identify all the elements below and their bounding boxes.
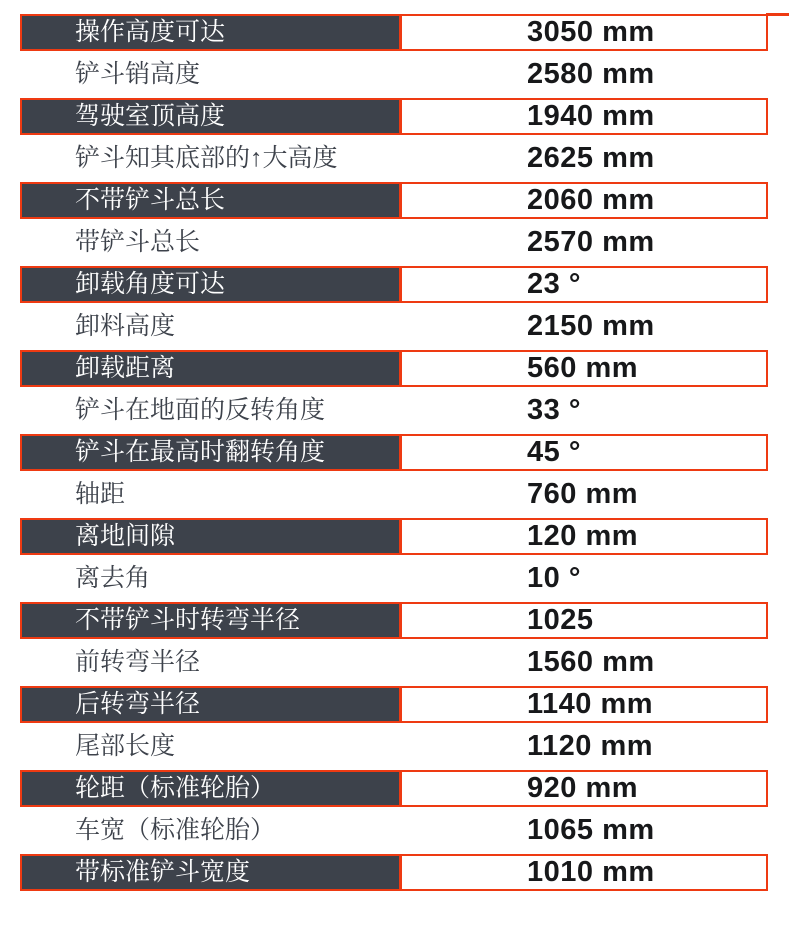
- table-row: [20, 854, 768, 891]
- table-row: [20, 770, 768, 807]
- spec-label: 卸载距离: [22, 352, 402, 385]
- spec-label: 车宽（标准轮胎）: [75, 816, 276, 844]
- spec-value: 45 °: [527, 436, 581, 468]
- table-row: [20, 98, 768, 135]
- spec-label: 带标准铲斗宽度: [22, 856, 402, 889]
- spec-value: 2580 mm: [527, 58, 655, 90]
- spec-value: 3050 mm: [527, 16, 655, 48]
- spec-label: 不带铲斗时转弯半径: [22, 604, 402, 637]
- spec-label: 铲斗在地面的反转角度: [75, 396, 326, 424]
- spec-label: 卸载角度可达: [22, 268, 402, 301]
- spec-label: 铲斗销高度: [75, 60, 201, 88]
- table-row: [20, 602, 768, 639]
- spec-label: 操作高度可达: [22, 16, 402, 49]
- table-row: [20, 350, 768, 387]
- table-row: [20, 686, 768, 723]
- spec-value: 1025: [527, 604, 594, 636]
- spec-value: 1010 mm: [527, 856, 655, 888]
- table-row: [20, 807, 768, 854]
- spec-table: [20, 14, 768, 891]
- spec-value: 33 °: [527, 394, 581, 426]
- spec-value: 2060 mm: [527, 184, 655, 216]
- table-row: [20, 434, 768, 471]
- table-row: [20, 14, 768, 51]
- cropped-row-border-fragment: [766, 13, 789, 16]
- spec-value: 23 °: [527, 268, 581, 300]
- spec-label: 后转弯半径: [22, 688, 402, 721]
- table-row: [20, 266, 768, 303]
- spec-value: 2625 mm: [527, 142, 655, 174]
- table-row: [20, 555, 768, 602]
- table-row: [20, 219, 768, 266]
- table-row: [20, 471, 768, 518]
- spec-label: 驾驶室顶高度: [22, 100, 402, 133]
- spec-label: 铲斗在最高时翻转角度: [22, 436, 402, 469]
- table-row: [20, 723, 768, 770]
- spec-value: 2150 mm: [527, 310, 655, 342]
- spec-value: 1065 mm: [527, 814, 655, 846]
- table-row: [20, 303, 768, 350]
- spec-label: 离地间隙: [22, 520, 402, 553]
- spec-label: 轮距（标准轮胎）: [22, 772, 402, 805]
- spec-value: 1120 mm: [527, 730, 654, 762]
- spec-value: 10 °: [527, 562, 581, 594]
- spec-label: 尾部长度: [75, 732, 176, 760]
- table-row: [20, 518, 768, 555]
- table-row: [20, 51, 768, 98]
- spec-label: 前转弯半径: [75, 648, 201, 676]
- table-row: [20, 182, 768, 219]
- spec-label: 不带铲斗总长: [22, 184, 402, 217]
- spec-value: 760 mm: [527, 478, 639, 510]
- spec-value: 1140 mm: [527, 688, 654, 720]
- spec-value: 920 mm: [527, 772, 639, 804]
- spec-value: 1940 mm: [527, 100, 655, 132]
- spec-value: 1560 mm: [527, 646, 655, 678]
- spec-label: 轴距: [75, 480, 126, 508]
- spec-value: 2570 mm: [527, 226, 655, 258]
- table-row: [20, 135, 768, 182]
- spec-label: 带铲斗总长: [75, 228, 201, 256]
- spec-label: 离去角: [75, 564, 151, 592]
- table-row: [20, 387, 768, 434]
- spec-value: 560 mm: [527, 352, 639, 384]
- spec-label: 卸料高度: [75, 312, 176, 340]
- spec-label: 铲斗知其底部的↑大高度: [75, 144, 338, 172]
- spec-value: 120 mm: [527, 520, 639, 552]
- table-row: [20, 639, 768, 686]
